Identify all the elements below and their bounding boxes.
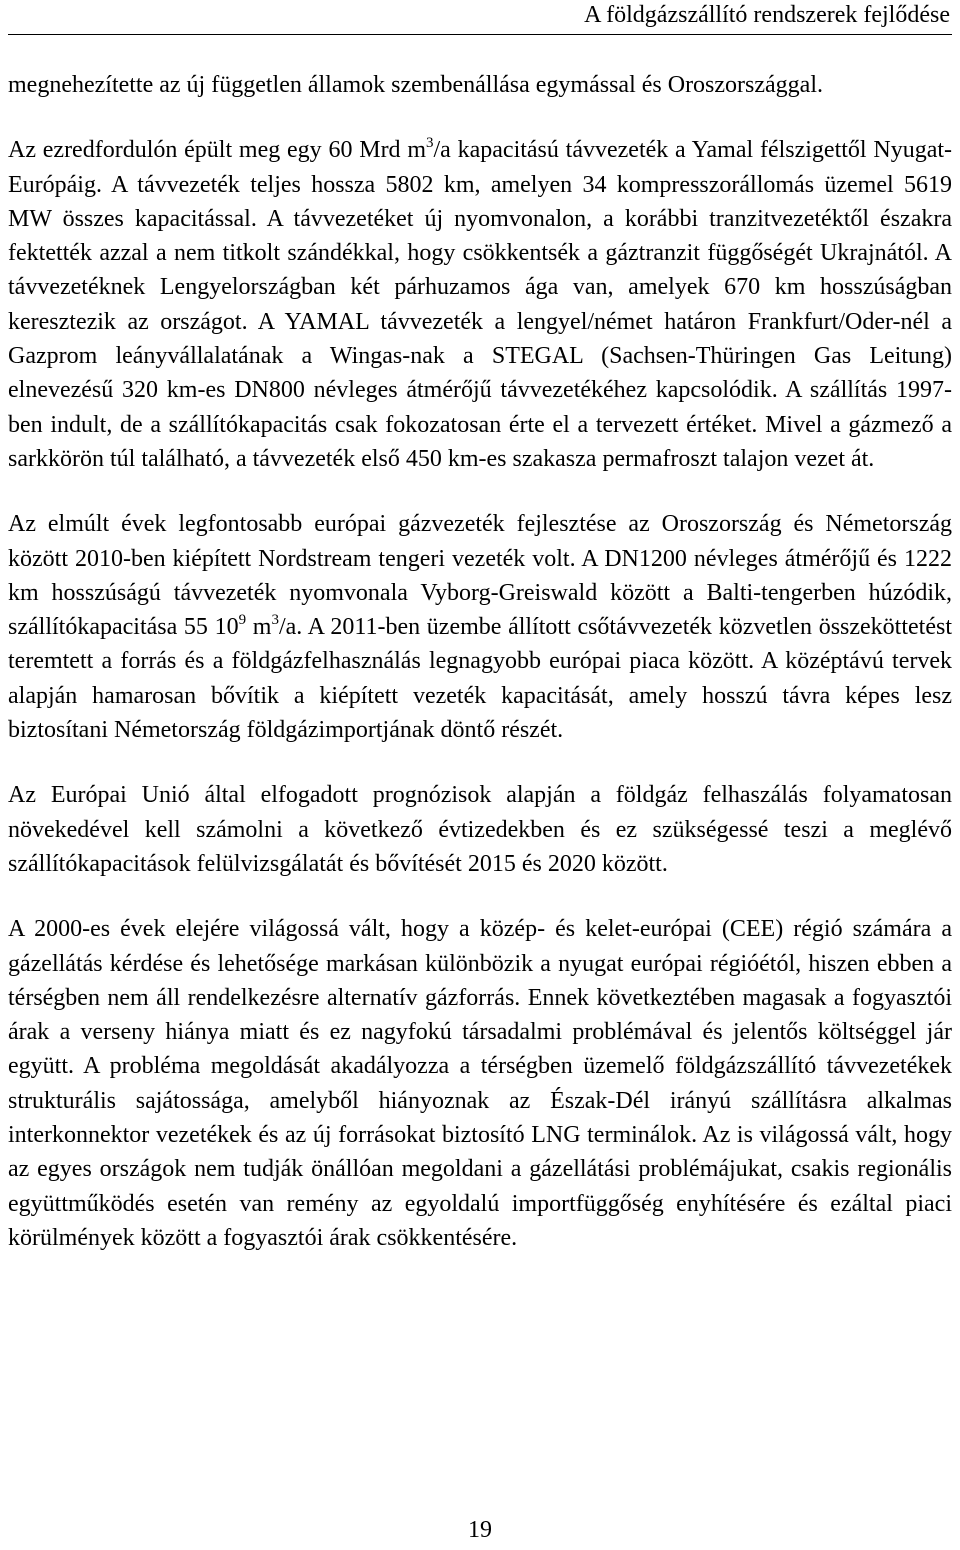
paragraph-text: Az elmúlt évek legfontosabb európai gázvezeték fejlesztése az Oroszország és Németország között 2010-ben kiépített Nordstream tengeri vezeték volt. A DN1200 névleges átmérőjű és 1222 km hosszúságú távvezeték nyomvonala Vyborg-Greiswald között a Balti-tengerben húzódik, szállítókapacitása 55 10 [8,511,952,641]
paragraph-text: /a kapacitású távvezeték a Yamal félszigettől Nyugat-Európáig. A távvezeték teljes hossza 5802 km, amelyen 34 kompresszorállomás üzemel 5619 MW összes kapacitással. A távvezetéket új nyomvonalon, a korábbi tranzitvezetéktől északra fektették azzal a nem titkolt szándékkal, hogy csökkentsék a gáztranzit függőségét Ukrajnától. A távvezetéknek Lengyelországban két párhuzamos ága van, amelyek 670 km hosszúságban keresztezik az országot. A YAMAL távvezeték a lengyel/német határon Frankfurt/Oder-nél a Gazprom leányvállalatának a Wingas-nak a STEGAL (Sachsen-Thüringen Gas Leitung) elnevezésű 320 km-es DN800 névleges átmérőjű távvezetékéhez kapcsolódik. A szállítás 1997-ben indult, de a szállítókapacitás csak fokozatosan érte el a tervezett értéket. Mivel a gázmező a sarkkörön túl található, a távvezeték első 450 km-es szakasza permafroszt talajon vezet át. [8,137,953,472]
paragraph-3 [8,507,952,747]
superscript-exponent: 3 [271,612,279,629]
paragraph-text: /a. A 2011-ben üzembe állított csőtávvezeték közvetlen összeköttetést teremtett a forrás és a földgázfelhasználás legnagyobb európai piaca között. A középtávú tervek alapján hamarosan bővítik a kiépített vezeték kapacitását, amely hosszú távra képes lesz biztosítani Németország földgázimportjának döntő részét. [8,614,952,744]
body-text [8,68,952,1255]
paragraph-text: Az ezredfordulón épült meg egy 60 Mrd m [8,137,427,164]
paragraph-text: A 2000-es évek elejére világossá vált, hogy a közép- és kelet-európai (CEE) régió számára a gázellátás kérdése és lehetősége markásan különbözik a nyugat európai régióétól, hiszen ebben a térségben nem áll rendelkezésre alternatív gázforrás. Ennek következtében magasak a fogyasztói árak a verseny hiánya miatt és ez nagyfokú társadalmi problémával és jelentős költséggel jár együtt. A probléma megoldását akadályozza a térségben üzemelő földgázszállító távvezetékek strukturális sajátossága, amelyből hiányoznak az Észak-Dél irányú szállításra alkalmas interkonnektor vezetékek és az új forrásokat biztosító LNG terminálok. Az is világossá vált, hogy az egyes országok nem tudják önállóan megoldani a gázellátási problémájukat, csakis regionális együttműködés esetén van remény az egyoldalú importfüggőség enyhítésére és ezáltal piaci körülmények között a fogyasztói árak csökkentésére. [8,916,952,1251]
paragraph-text: Az Európai Unió által elfogadott prognózisok alapján a földgáz felhaszálás folyamatosan növekedével kell számolni a következő évtizedekben és ez szükségessé teszi a meglévő szállítókapacitások felülvizsgálatát és bővítését 2015 és 2020 között. [8,782,952,877]
paragraph-text: m [246,614,272,641]
superscript-exponent: 9 [238,612,247,629]
page-number: 19 [468,1517,492,1543]
running-header-title: A földgázszállító rendszerek fejlődése [584,2,950,28]
paragraph-4 [8,778,952,881]
superscript-exponent: 3 [426,135,434,152]
paragraph-2 [8,133,952,476]
paragraph-5 [8,912,952,1255]
page-header [8,0,952,35]
paragraph-1 [8,68,952,102]
paragraph-text: megnehezítette az új független államok szembenállása egymással és Oroszországgal. [8,72,824,98]
